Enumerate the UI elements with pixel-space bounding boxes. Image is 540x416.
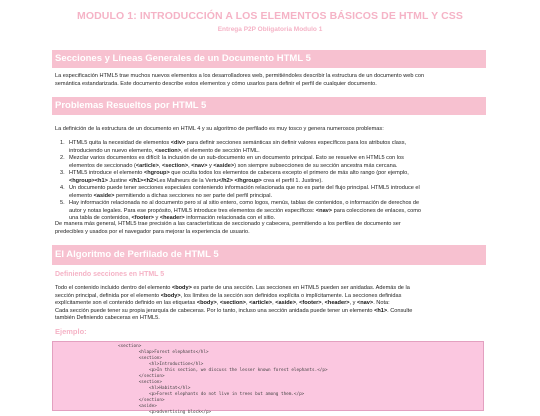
text-segment: permitiendo a dichas secciones no ser parte del perfil principal.	[114, 192, 273, 199]
html-tag-text: <header>	[159, 215, 185, 221]
list-item	[55, 155, 485, 170]
text-segment: crea el perfil 1. Justine).	[261, 177, 323, 184]
html-tag-text: </h2> </hgroup>	[218, 177, 262, 184]
list-number: 3.	[60, 170, 65, 176]
code-line: <hl>Habitat</hl>	[118, 386, 191, 391]
html-tag-text: <section>	[161, 162, 189, 169]
list-number: 4.	[60, 185, 65, 191]
html-tag-text: <h1>	[374, 307, 388, 314]
html-tag-text: <aside>	[93, 192, 115, 199]
problems-list	[55, 140, 485, 223]
text-segment: para definir secciones semánticas sin definir valores específicos para los atributos class,	[185, 140, 407, 146]
section-heading: Problemas Resueltos por HTML 5	[55, 100, 207, 111]
html-tag-text: <section>	[219, 300, 246, 306]
section-heading: Secciones y Líneas Generales de un Documento HTML 5	[55, 53, 311, 64]
code-line: <section>	[118, 356, 162, 361]
html-tag-text: <body>	[196, 300, 217, 306]
html-tag-text: <nav>	[315, 207, 333, 214]
text-segment: ,	[158, 162, 162, 169]
page-subtitle: Entrega P2P Obligatoria Modulo 1	[217, 26, 323, 33]
text-segment: ,	[272, 300, 276, 306]
code-line: <hl>Introduction</hl>	[118, 362, 204, 367]
text-segment: , y	[349, 300, 357, 306]
text-segment: ,	[245, 300, 250, 306]
text-segment: Hay información relacionada no al documento pero sí al sitio entero, como logos, menús, tablas de contenidos, o información de derechos de	[69, 200, 420, 206]
page-title: MODULO 1: INTRODUCCIÓN A LOS ELEMENTOS BÁSICOS DE HTML Y CSS	[77, 10, 463, 22]
paragraph-line: De manera más general, HTML5 trae precisión a las características de seccionado y cabecera, permitiendo a los perfiles de documento ser	[55, 221, 401, 227]
section-heading-band	[52, 97, 486, 115]
text-segment: información relacionada con el sitio.	[184, 215, 276, 221]
text-segment: , el elemento de sección HTML.	[180, 147, 260, 154]
html-tag-text: <footer>	[131, 215, 154, 221]
text-segment: ,	[321, 300, 325, 306]
code-line: <section>	[118, 344, 142, 349]
paragraph-line: predecibles y usados por el navegador para mejorar la experiencia de usuario.	[55, 228, 250, 235]
text-segment: ,	[216, 300, 220, 306]
code-line: <section>	[118, 380, 162, 385]
code-line: </section>	[118, 374, 165, 379]
html-tag-text: <body>	[171, 285, 192, 291]
code-line: </section>	[118, 398, 165, 403]
code-line: <p>Forest elephants do not live in trees but among them.</p>	[118, 392, 305, 397]
html-tag-text: <aside>	[213, 162, 235, 169]
text-segment: es parte de una sección. Las secciones en HTML5 pueden ser anidadas. Además de la	[191, 285, 410, 291]
text-segment: Todo el contenido incluido dentro del elemento	[55, 285, 172, 291]
html-tag-text: </h1><h2>	[128, 177, 157, 184]
paragraph: La definición de la estructura de un documento en HTML 4 y su algoritmo de perfilado es muy tosco y genera numerosos problemas:	[55, 126, 384, 132]
section-heading: El Algoritmo de Perfilado de HTML 5	[55, 249, 219, 260]
text-segment: . Consulte	[387, 307, 413, 314]
list-number: 1.	[60, 140, 65, 146]
text-segment: Mezclar varios documentos es difícil: la inclusión de un sub-documento en un documento principal. Esto se resuelve en HTML5 con los	[69, 155, 404, 161]
code-line: <p>advertising block</p>	[118, 410, 212, 415]
text-segment: Justine	[107, 177, 129, 184]
text-segment: introduciendo un nuevo elemento,	[69, 147, 155, 154]
code-line: <aside>	[118, 404, 157, 409]
text-segment: ,	[296, 300, 300, 306]
html-tag-text: <body>	[160, 292, 181, 299]
html-tag-text: <nav>	[357, 300, 374, 306]
list-number: 2.	[60, 155, 65, 161]
code-example-block	[52, 341, 484, 415]
paragraph	[55, 73, 485, 88]
html-tag-text: <section>	[154, 147, 181, 154]
text-segment: y	[207, 162, 214, 169]
text-segment: ,	[188, 162, 192, 169]
section-heading-band	[52, 50, 486, 68]
list-item	[55, 185, 485, 200]
html-tag-text: <article>	[135, 162, 159, 169]
text-segment: HTML5 introduce el elemento	[69, 170, 144, 176]
code-line: <p>In this section, we discuss the lesser known forest elephants.</p>	[118, 368, 328, 373]
text-segment: Cada sección puede tener su propia jerarquía de cabeceras. Por lo tanto, incluso una sección anidada puede tener un elemento	[55, 307, 375, 314]
paragraph	[55, 285, 485, 323]
section-heading-band	[52, 245, 486, 265]
paragraph-line: semántica estandarizada. Este documento describe estos elementos y cómo usarlos para definir el perfil de cualquier documento.	[55, 80, 377, 87]
text-segment: Les Malheurs de la Vertu	[156, 177, 219, 184]
paragraph	[55, 221, 485, 236]
text-segment: sección principal, definida por el elemento	[55, 292, 161, 299]
text-segment: autor y notas legales. Para ese propósito, HTML5 introduce tres elementos de sección específicos:	[69, 207, 316, 214]
text-segment: explícitamente son el contenido definido en las etiquetas	[55, 300, 197, 306]
html-tag-text: <article>	[249, 300, 273, 306]
html-tag-text: <footer>	[299, 300, 322, 306]
text-segment: ) son siempre subsecciones de su sección ancestra más cercana.	[234, 162, 398, 169]
text-segment: también Definiendo cabeceras en HTML5.	[55, 315, 160, 321]
text-segment: Un documento puede tener secciones especiales conteniendo información relacionada que no es parte del flujo principal. HTML5 introduce el	[69, 185, 420, 191]
text-segment: y	[153, 215, 160, 221]
list-item	[55, 170, 485, 185]
html-tag-text: <div>	[170, 140, 186, 146]
list-item	[55, 200, 485, 223]
html-tag-text: <aside>	[275, 300, 297, 306]
html-tag-text: <hgroup><h1>	[69, 177, 108, 184]
text-segment: , los límites de la sección son definidos explícita o implícitamente. La secciones definidas	[180, 292, 402, 299]
text-segment: para colecciones de enlaces, como	[332, 207, 422, 214]
example-label: Ejemplo:	[55, 327, 87, 336]
text-segment: elemento	[69, 192, 94, 199]
html-tag-text: <header>	[324, 300, 350, 306]
paragraph-line: La especificación HTML5 trae muchos nuevos elementos a los desarrolladores web, permitiéndoles describir la estructura de un documento web con	[55, 73, 425, 79]
text-segment: . Nota:	[373, 300, 390, 306]
list-item	[55, 140, 485, 155]
text-segment: elementos de seccionado (	[69, 162, 136, 169]
code-line: <hlap>Forest elephants</hl>	[118, 350, 209, 355]
text-segment: una tabla de contenidos,	[69, 215, 132, 221]
text-segment: HTML5 quita la necesidad de elementos	[69, 140, 171, 146]
text-segment: que oculta todos los elementos de cabecera excepto el primero de más alto rango (por ejemplo,	[169, 170, 409, 176]
html-tag-text: <hgroup>	[143, 170, 170, 176]
list-number: 5.	[60, 200, 65, 206]
subsection-heading: Definiendo secciones en HTML 5	[55, 271, 165, 278]
html-tag-text: <nav>	[191, 162, 208, 169]
